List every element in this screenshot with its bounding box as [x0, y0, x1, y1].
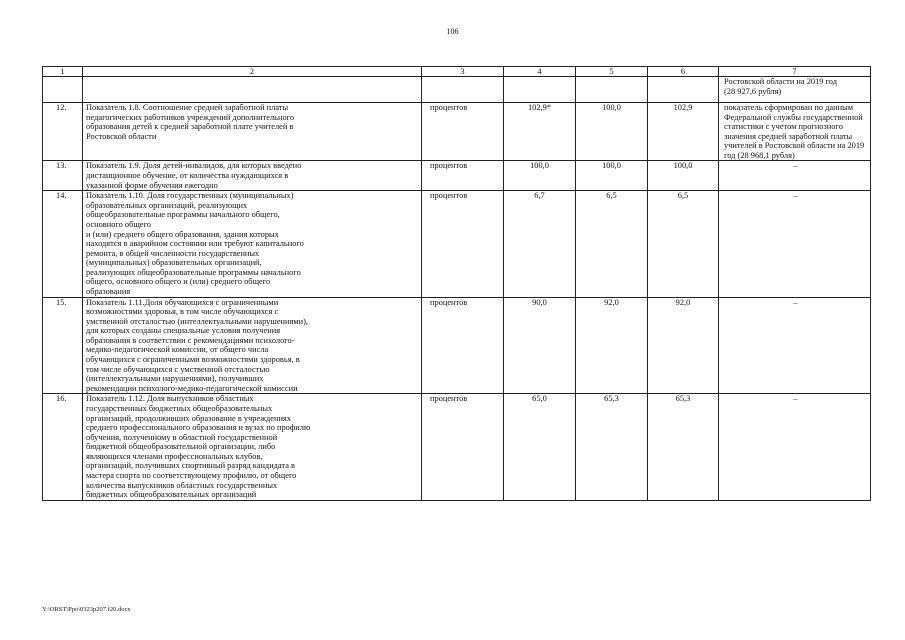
indicator-description [83, 161, 422, 191]
indicator-description-line: дистанционное обучение, от количества нуждающихся в [86, 171, 289, 181]
note-line: – [793, 394, 798, 404]
indicator-description-line: образования детей к средней заработной плате учителей в [86, 122, 294, 132]
indicator-description-line: Ростовской области [86, 131, 157, 141]
indicator-description [83, 191, 422, 297]
col-header-1: 1 [43, 67, 83, 77]
indicator-description-line: и (или) среднего общего образования, здания которых [86, 229, 279, 239]
indicator-description-line: рекомендации психолого-медико-педагогической комиссии [86, 383, 298, 393]
indicator-description-line: Показатель 1.12. Доля выпускников областных [86, 394, 254, 404]
indicator-description-line: бюджетной общеобразовательной организации, либо [86, 442, 276, 452]
continuation-row [43, 77, 871, 103]
value-col-5: 100,0 [576, 103, 648, 161]
column-number-row [43, 67, 871, 77]
col-header-2: 2 [83, 67, 422, 77]
value-col-4: 65,0 [504, 394, 576, 500]
indicator-description-line: умственной отсталостью (интеллектуальными нарушениями), [86, 316, 309, 326]
col-header-4: 4 [504, 67, 576, 77]
row-number: 13. [43, 161, 83, 191]
col-header-7: 7 [719, 67, 871, 77]
value-col-6: 65,3 [648, 394, 719, 500]
indicator-description [83, 103, 422, 161]
row-number: 16. [43, 394, 83, 500]
value-col-6: 92,0 [648, 297, 719, 394]
value-col-4: 90,0 [504, 297, 576, 394]
indicator-description-line: Показатель 1.9. Доля детей-инвалидов, для которых введено [86, 161, 302, 171]
note-line: учителей в Ростовской области на 2019 [724, 141, 865, 151]
indicator-description-line: ремонта, в общей численности государственных [86, 248, 260, 258]
indicator-description-line: том числе обучающихся с умственной отсталостью [86, 364, 270, 374]
value-col-6: 100,0 [648, 161, 719, 191]
value-col-5: 92,0 [576, 297, 648, 394]
note-line: – [793, 161, 798, 171]
indicator-table [42, 66, 871, 501]
continuation-note-line: (28 927,6 рубля) [724, 86, 782, 96]
table-row [43, 297, 871, 394]
note-line: – [793, 297, 798, 307]
unit-of-measure: процентов [422, 161, 504, 191]
indicator-description-line: среднего профессионального образования и вузах по профилю [86, 423, 311, 433]
indicator-description-line: находятся в аварийном состоянии или требуют капитального [86, 239, 304, 249]
unit-of-measure: процентов [422, 103, 504, 161]
row-number: 12. [43, 103, 83, 161]
col-header-3: 3 [422, 67, 504, 77]
row-number: 15. [43, 297, 83, 394]
note-line: статистики с учетом прогнозного [724, 122, 843, 132]
indicator-description-line: организаций, продолживших образование в учреждениях [86, 413, 291, 423]
indicator-description [83, 394, 422, 500]
indicator-description-line: основного общего [86, 219, 151, 229]
table-row [43, 394, 871, 500]
indicator-description-line: указанной форме обучения ежегодно [86, 180, 218, 190]
indicator-description-line: образования в соответствии с рекомендациями психолого- [86, 335, 295, 345]
value-col-5: 100,0 [576, 161, 648, 191]
indicator-description-line: обучения, полученному в областной государственной [86, 432, 278, 442]
indicator-description-line: реализующих общеобразовательные программы начального [86, 267, 301, 277]
indicator-description-line: Показатель 1.10. Доля государственных (муниципальных) [86, 191, 294, 201]
indicator-description-line: общеобразовательные программы начального общего, [86, 210, 280, 220]
value-col-4: 100,0 [504, 161, 576, 191]
indicator-description-line: педагогических работников учреждений дополнительного [86, 112, 295, 122]
indicator-description-line: медико-педагогической комиссии, от общего числа [86, 345, 269, 355]
indicator-description-line: бюджетных общеобразовательных организаций [86, 490, 257, 500]
value-col-5: 6,5 [576, 191, 648, 297]
unit-of-measure: процентов [422, 191, 504, 297]
page-number: 106 [446, 27, 459, 36]
indicator-description-line: (интеллектуальными нарушениями), получивших [86, 374, 264, 384]
indicator-description-line: образовательных организаций, реализующих [86, 200, 248, 210]
indicator-description-line: государственных бюджетных общеобразовательных [86, 403, 273, 413]
col-header-5: 5 [576, 67, 648, 77]
note-line: – [793, 191, 798, 201]
note-line: показатель сформирован по данным [724, 103, 854, 112]
table-row [43, 161, 871, 191]
continuation-note-line: Ростовской области на 2019 год [724, 77, 837, 86]
note-cell [719, 161, 871, 191]
table-row [43, 103, 871, 161]
indicator-description [83, 297, 422, 394]
indicator-description-line: количества выпускников областных государственных [86, 480, 278, 490]
indicator-description-line: Показатель 1.11.Доля обучающихся с ограниченными [86, 297, 279, 307]
note-cell [719, 103, 871, 161]
row-number: 14. [43, 191, 83, 297]
indicator-description-line: Показатель 1.8. Соотношение средней заработной платы [86, 103, 289, 112]
indicator-description-line: организаций, получивших спортивный разряд кандидата в [86, 461, 295, 471]
note-line: значения средней заработной платы [724, 131, 853, 141]
file-path-footer: Y:\ORST\Ppo\0323p207.f20.docx [42, 606, 131, 613]
indicator-description-line: возможностями здоровья, в том числе обучающихся с [86, 307, 279, 317]
note-line: год (28 968,1 рубля) [724, 150, 795, 160]
indicator-description-line: мастера спорта по соответствующему профилю, от общего [86, 470, 297, 480]
value-col-6: 102,9 [648, 103, 719, 161]
continuation-note [719, 77, 871, 103]
note-cell [719, 394, 871, 500]
col-header-6: 6 [648, 67, 719, 77]
note-cell [719, 191, 871, 297]
table-row [43, 191, 871, 297]
indicator-description-line: обучающихся с ограниченными возможностями здоровья, в [86, 355, 300, 365]
value-col-5: 65,3 [576, 394, 648, 500]
unit-of-measure: процентов [422, 297, 504, 394]
indicator-description-line: для которых созданы специальные условия получения [86, 326, 281, 336]
indicator-description-line: являющихся членами профессиональных клубов, [86, 451, 263, 461]
unit-of-measure: процентов [422, 394, 504, 500]
note-cell [719, 297, 871, 394]
value-col-6: 6,5 [648, 191, 719, 297]
indicator-description-line: общего, основного общего и (или) среднего общего [86, 277, 271, 287]
indicator-description-line: (муниципальных) образовательных организаций, [86, 258, 262, 268]
value-col-4: 102,9* [504, 103, 576, 161]
note-line: Федеральной службы государственной [724, 112, 863, 122]
value-col-4: 6,7 [504, 191, 576, 297]
indicator-description-line: образования [86, 286, 131, 296]
